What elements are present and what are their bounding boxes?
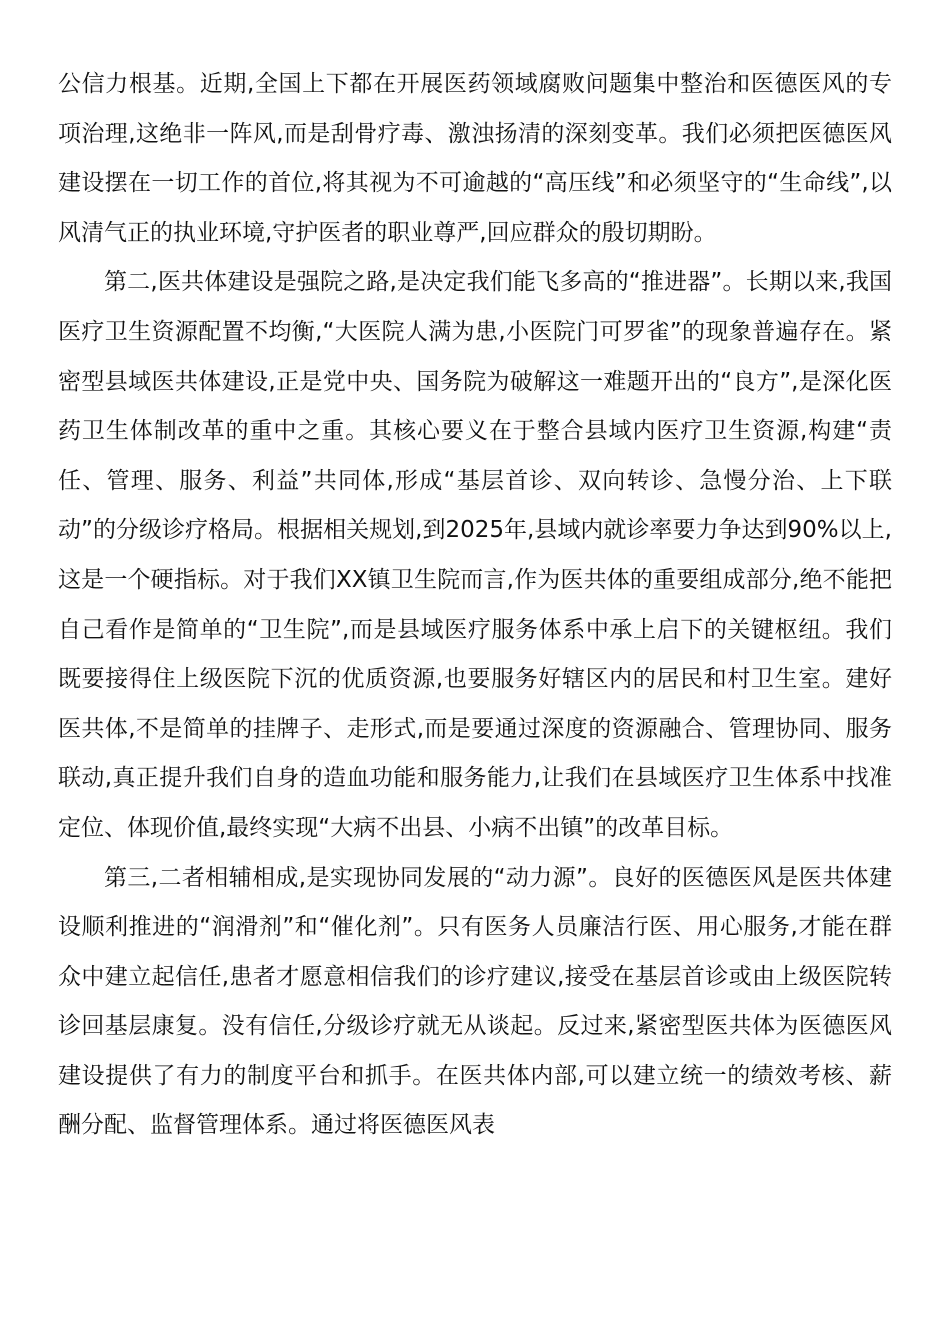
paragraph-second-point: 第二,医共体建设是强院之路,是决定我们能飞多高的“推进器”。长期以来,我国医疗卫生资源配置不均衡,“大医院人满为患,小医院门可罗雀”的现象普遍存在。紧密型县域医共体建设,正是党中央、国务院为破解这一难题开出的“良方”,是深化医药卫生体制改革的重中之重。其核心要义在于整合县域内医疗卫生资源,构建“责任、管理、服务、利益”共同体,形成“基层首诊、双向转诊、急慢分治、上下联动”的分级诊疗格局。根据相关规划,到2025年,县域内就诊率要力争达到90%以上,这是一个硬指标。对于我们XX镇卫生院而言,作为医共体的重要组成部分,绝不能把自己看作是简单的“卫生院”,而是县域医疗服务体系中承上启下的关键枢纽。我们既要接得住上级医院下沉的优质资源,也要服务好辖区内的居民和村卫生室。建好医共体,不是简单的挂牌子、走形式,而是要通过深度的资源融合、管理协同、服务联动,真正提升我们自身的造血功能和服务能力,让我们在县域医疗卫生体系中找准定位、体现价值,最终实现“大病不出县、小病不出镇”的改革目标。: [58, 269, 892, 841]
document-body: [58, 60, 892, 1151]
paragraph-continuation: 公信力根基。近期,全国上下都在开展医药领域腐败问题集中整治和医德医风的专项治理,这绝非一阵风,而是刮骨疗毒、激浊扬清的深刻变革。我们必须把医德医风建设摆在一切工作的首位,将其视为不可逾越的“高压线”和必须坚守的“生命线”,以风清气正的执业环境,守护医者的职业尊严,回应群众的殷切期盼。: [58, 71, 892, 246]
paragraph-third-point: 第三,二者相辅相成,是实现协同发展的“动力源”。良好的医德医风是医共体建设顺利推进的“润滑剂”和“催化剂”。只有医务人员廉洁行医、用心服务,才能在群众中建立起信任,患者才愿意相信我们的诊疗建议,接受在基层首诊或由上级医院转诊回基层康复。没有信任,分级诊疗就无从谈起。反过来,紧密型医共体为医德医风建设提供了有力的制度平台和抓手。在医共体内部,可以建立统一的绩效考核、薪酬分配、监督管理体系。通过将医德医风表: [58, 864, 892, 1139]
